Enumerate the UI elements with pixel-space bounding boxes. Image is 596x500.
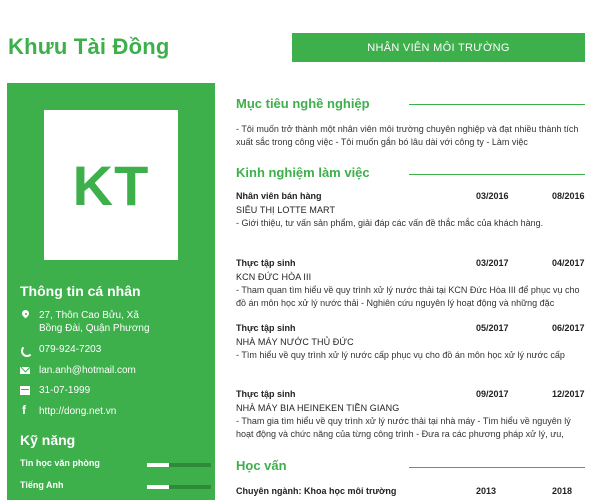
job-item	[236, 389, 588, 441]
skill-row	[20, 480, 210, 494]
phone-row	[20, 343, 199, 356]
job-start: 05/2017	[476, 323, 509, 333]
job-description: - Tham quan tìm hiểu về quy trình xử lý nước thải tại KCN Đức Hòa III để phục vụ cho đồ án môn học xử lý nước thải - Nghiên cứu nguyên lý hoạt động và những đặc	[236, 285, 580, 308]
job-start: 09/2017	[476, 389, 509, 399]
education-end: 2018	[552, 486, 573, 496]
job-description: - Giới thiệu, tư vấn sản phẩm, giải đáp các vấn đề thắc mắc của khách hàng.	[236, 218, 544, 228]
skill-bar	[147, 463, 211, 467]
facebook-icon	[20, 406, 32, 418]
education-major: Chuyên ngành: Khoa học môi trường	[236, 486, 397, 496]
job-title: Thực tập sinh	[236, 258, 296, 268]
avatar	[44, 110, 178, 260]
job-company: KCN ĐỨC HÒA III	[236, 272, 312, 282]
objective-title: Mục tiêu nghề nghiệp	[236, 96, 370, 111]
objective-text: - Tôi muốn trở thành một nhân viên môi trường chuyên nghiệp và đạt nhiều thành tích xuất sắc trong công việc - Tôi muốn gắn bó lâu dài với công ty - Làm việc	[236, 124, 579, 147]
cv-name: Khưu Tài Đồng	[8, 34, 170, 59]
phone-text: 079-924-7203	[39, 344, 102, 355]
objective-divider	[409, 104, 585, 105]
education-divider	[409, 467, 585, 468]
skill-row	[20, 458, 210, 472]
skill-name: Tiếng Anh	[20, 480, 64, 490]
email-text[interactable]: lan.anh@hotmail.com	[39, 365, 136, 376]
experience-divider	[409, 174, 585, 175]
job-title: Thực tập sinh	[236, 323, 296, 333]
mail-icon	[20, 365, 32, 377]
education-title: Học vấn	[236, 458, 287, 473]
job-description: - Tìm hiểu về quy trình xử lý nước cấp phục vụ cho đồ án môn học xử lý nước cấp	[236, 350, 565, 360]
dob-row	[20, 384, 199, 397]
personal-info-title: Thông tin cá nhân	[20, 283, 141, 299]
sidebar	[7, 83, 215, 500]
education-item	[236, 486, 588, 498]
website-text[interactable]: http://dong.net.vn	[39, 406, 117, 417]
job-item	[236, 323, 588, 375]
skill-bar-fill	[147, 463, 169, 467]
skill-bar-fill	[147, 485, 169, 489]
phone-icon	[20, 344, 32, 356]
pin-icon	[20, 310, 32, 322]
job-item	[236, 258, 588, 310]
address-text: 27, Thôn Cao Bửu, Xã Bồng Đài, Quận Phương	[39, 310, 150, 334]
job-start: 03/2016	[476, 191, 509, 201]
job-title: Nhân viên bán hàng	[236, 191, 322, 201]
job-start: 03/2017	[476, 258, 509, 268]
skill-bar	[147, 485, 211, 489]
job-end: 06/2017	[552, 323, 585, 333]
job-item	[236, 191, 588, 243]
job-company: NHÀ MÁY BIA HEINEKEN TIỀN GIANG	[236, 403, 400, 413]
job-end: 08/2016	[552, 191, 585, 201]
email-row	[20, 364, 199, 377]
job-company: NHÀ MÁY NƯỚC THỦ ĐỨC	[236, 337, 354, 347]
education-start: 2013	[476, 486, 497, 496]
skills-title: Kỹ năng	[20, 432, 76, 448]
job-title: Thực tập sinh	[236, 389, 296, 399]
dob-text: 31-07-1999	[39, 385, 91, 396]
experience-title: Kinh nghiệm làm việc	[236, 165, 370, 180]
job-end: 04/2017	[552, 258, 585, 268]
job-description: - Tham gia tìm hiểu về quy trình xử lý nước thải tại nhà máy - Tìm hiểu về nguyên lý hoạt động và chức năng của từng công trình - Đưa ra các phương pháp xử lý, ưu,	[236, 416, 571, 439]
job-end: 12/2017	[552, 389, 585, 399]
address-row	[20, 309, 159, 335]
calendar-icon	[20, 385, 32, 397]
avatar-initials: KT	[72, 153, 150, 217]
position-badge: NHÂN VIÊN MÔI TRƯỜNG	[292, 33, 585, 62]
skill-name: Tin học văn phòng	[20, 458, 100, 468]
job-company: SIÊU THỊ LOTTE MART	[236, 205, 336, 215]
website-row	[20, 405, 199, 418]
